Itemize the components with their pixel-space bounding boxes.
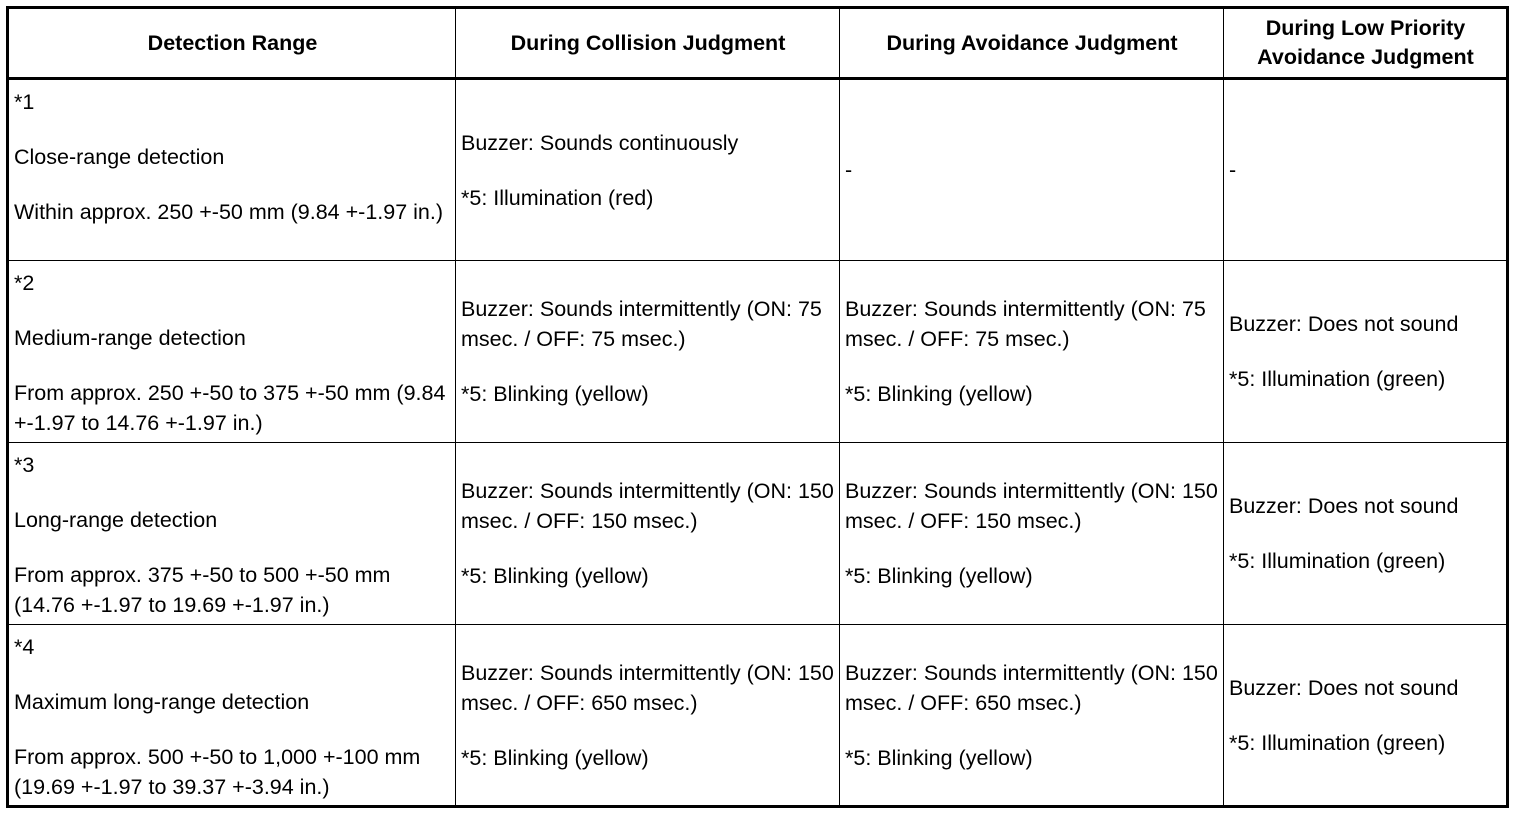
low-priority-cell — [1224, 443, 1508, 625]
range-marker: *3 — [14, 453, 35, 477]
table-row — [8, 261, 1508, 443]
range-name: Medium-range detection — [14, 326, 246, 350]
indicator-text: *5: Illumination (green) — [1229, 549, 1446, 573]
avoidance-cell — [840, 625, 1224, 807]
range-cell — [8, 443, 456, 625]
header-detection-range: Detection Range — [8, 8, 456, 79]
buzzer-text: Buzzer: Sounds intermittently (ON: 150 msec. / OFF: 650 msec.) — [461, 660, 834, 715]
buzzer-text: Buzzer: Sounds intermittently (ON: 75 msec. / OFF: 75 msec.) — [461, 297, 822, 351]
collision-cell — [456, 79, 840, 261]
range-cell — [8, 625, 456, 807]
table-row — [8, 625, 1508, 807]
range-name: Maximum long-range detection — [14, 690, 310, 714]
buzzer-text: Buzzer: Does not sound — [1229, 675, 1459, 700]
indicator-text: *5: Illumination (red) — [461, 185, 654, 210]
indicator-text: *5: Blinking (yellow) — [461, 564, 649, 588]
table-row — [8, 79, 1508, 261]
low-priority-cell — [1224, 625, 1508, 807]
low-priority-cell — [1224, 79, 1508, 261]
buzzer-text: Buzzer: Does not sound — [1229, 312, 1459, 336]
empty-dash: - — [1229, 158, 1237, 182]
range-name: Long-range detection — [14, 508, 218, 532]
buzzer-text: Buzzer: Does not sound — [1229, 494, 1459, 518]
header-low-priority-judgment: During Low Priority Avoidance Judgment — [1224, 8, 1508, 79]
header-avoidance-judgment: During Avoidance Judgment — [840, 8, 1224, 79]
indicator-text: *5: Blinking (yellow) — [845, 564, 1033, 588]
range-detail: From approx. 375 +-50 to 500 +-50 mm (14.76 +-1.97 to 19.69 +-1.97 in.) — [14, 563, 391, 617]
avoidance-cell — [840, 443, 1224, 625]
range-cell — [8, 261, 456, 443]
range-marker: *2 — [14, 271, 35, 295]
buzzer-text: Buzzer: Sounds intermittently (ON: 150 msec. / OFF: 650 msec.) — [845, 660, 1218, 715]
range-name: Close-range detection — [14, 145, 225, 169]
indicator-text: *5: Blinking (yellow) — [845, 382, 1033, 406]
avoidance-cell — [840, 261, 1224, 443]
avoidance-cell — [840, 79, 1224, 261]
buzzer-text: Buzzer: Sounds intermittently (ON: 75 msec. / OFF: 75 msec.) — [845, 297, 1206, 351]
buzzer-text: Buzzer: Sounds continuously — [461, 130, 739, 155]
indicator-text: *5: Illumination (green) — [1229, 730, 1446, 755]
range-cell — [8, 79, 456, 261]
collision-cell — [456, 625, 840, 807]
buzzer-text: Buzzer: Sounds intermittently (ON: 150 msec. / OFF: 150 msec.) — [845, 479, 1218, 533]
range-detail: From approx. 250 +-50 to 375 +-50 mm (9.84 +-1.97 to 14.76 +-1.97 in.) — [14, 381, 446, 435]
indicator-text: *5: Blinking (yellow) — [845, 745, 1033, 770]
range-marker: *1 — [14, 90, 35, 114]
collision-cell — [456, 443, 840, 625]
range-detail: From approx. 500 +-50 to 1,000 +-100 mm (19.69 +-1.97 to 39.37 +-3.94 in.) — [14, 745, 421, 799]
table-header-row — [8, 8, 1508, 79]
range-marker: *4 — [14, 635, 35, 659]
range-detail: Within approx. 250 +-50 mm (9.84 +-1.97 in.) — [14, 200, 444, 224]
table-row — [8, 443, 1508, 625]
indicator-text: *5: Illumination (green) — [1229, 367, 1446, 391]
indicator-text: *5: Blinking (yellow) — [461, 745, 649, 770]
collision-cell — [456, 261, 840, 443]
header-collision-judgment: During Collision Judgment — [456, 8, 840, 79]
buzzer-text: Buzzer: Sounds intermittently (ON: 150 msec. / OFF: 150 msec.) — [461, 479, 834, 533]
empty-dash: - — [845, 158, 853, 182]
detection-range-table — [6, 6, 1509, 808]
low-priority-cell — [1224, 261, 1508, 443]
indicator-text: *5: Blinking (yellow) — [461, 382, 649, 406]
